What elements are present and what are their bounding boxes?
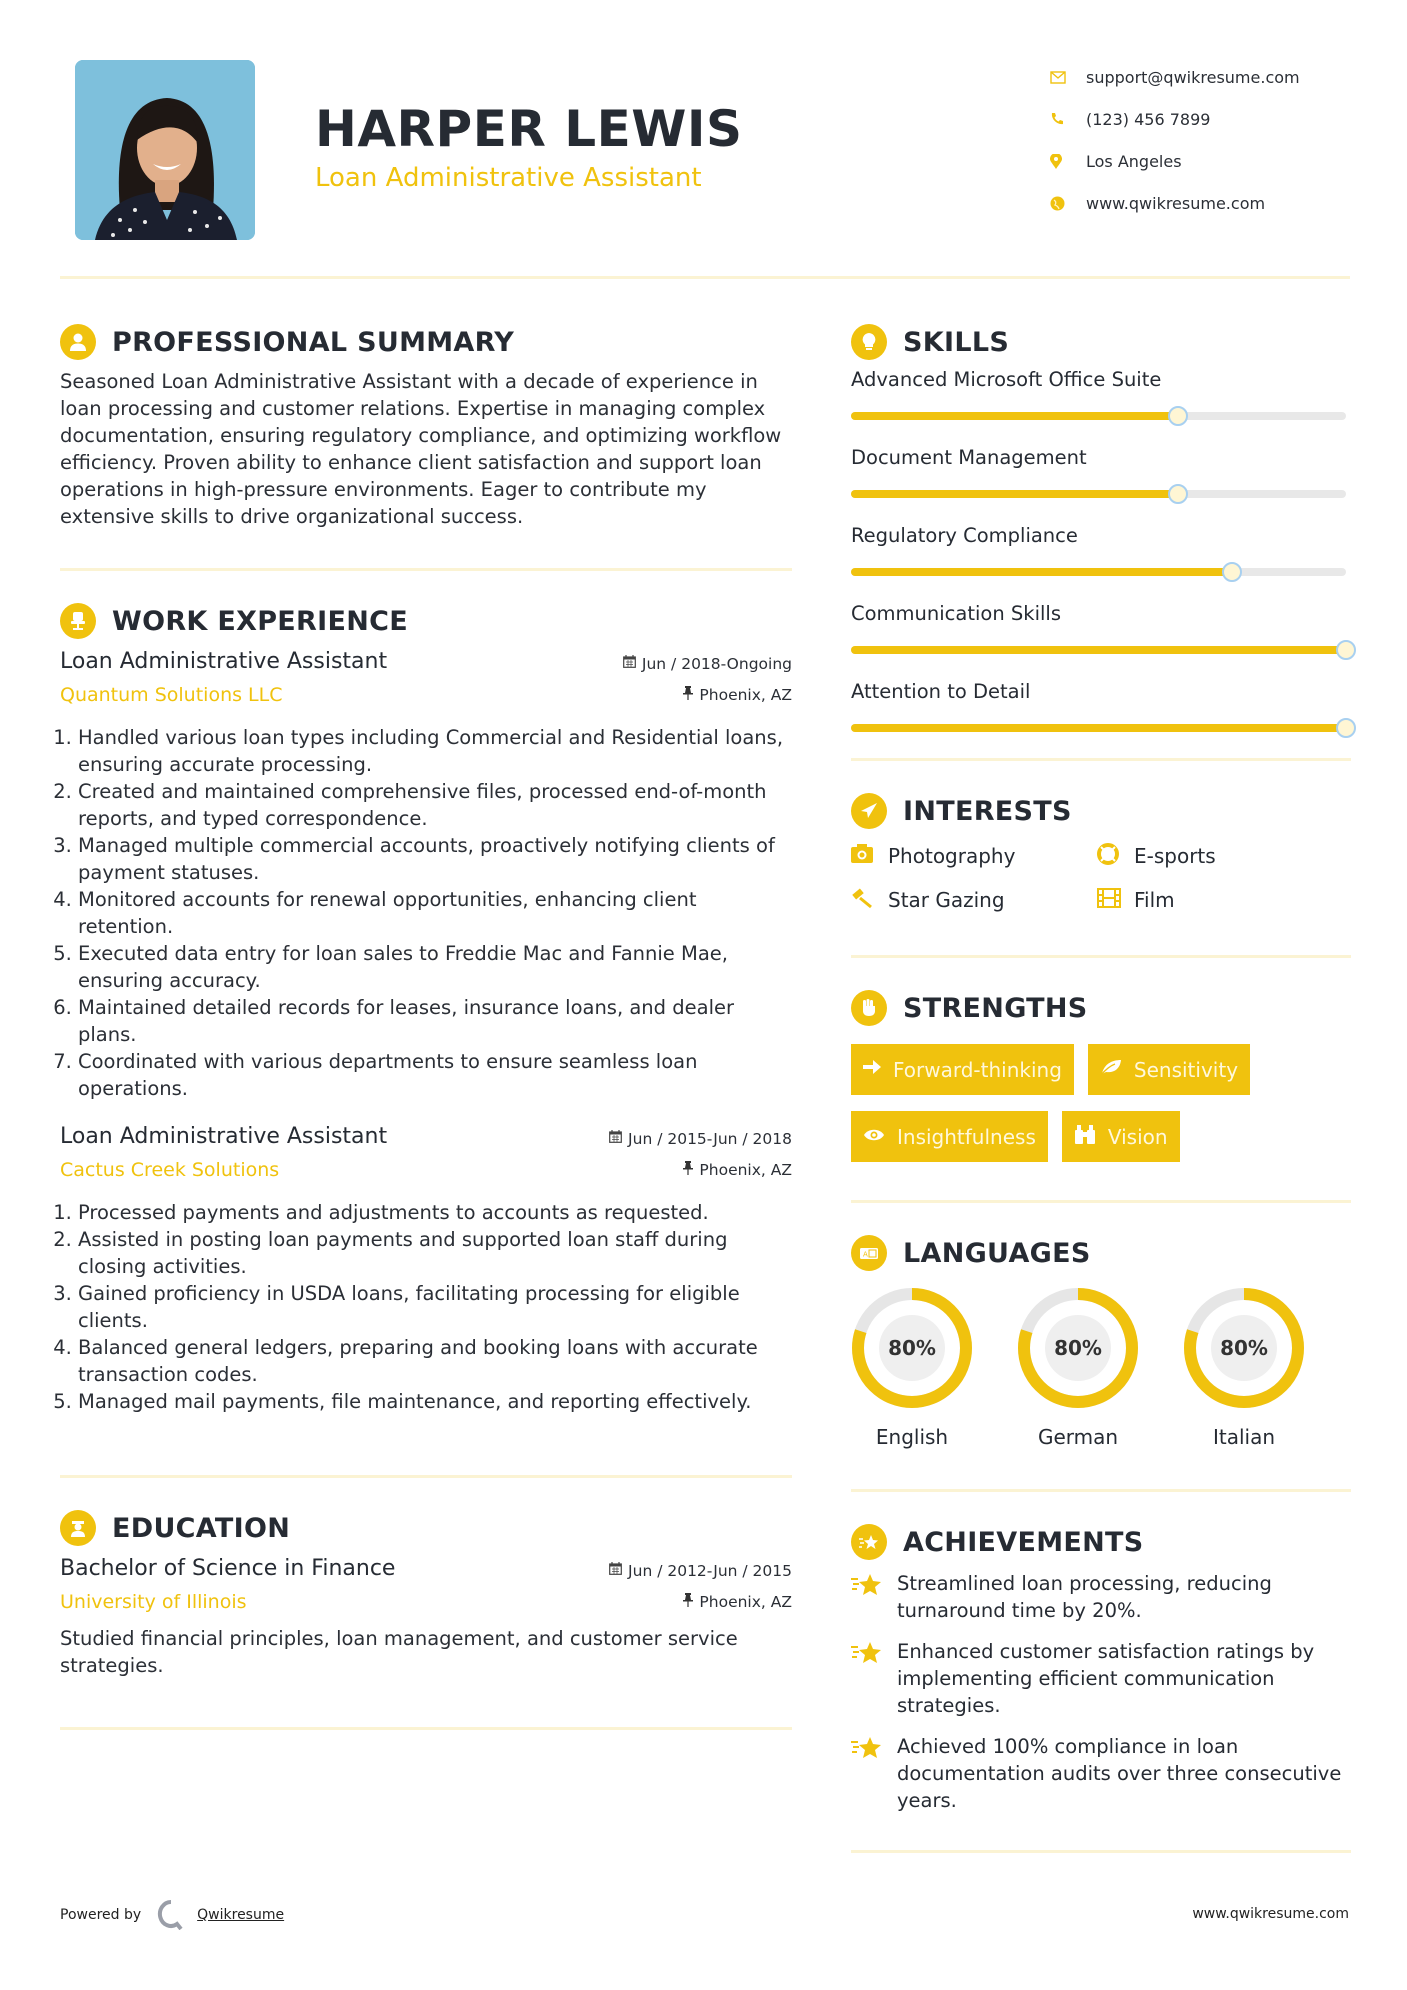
job-bullet: 2. Created and maintained comprehensive files, processed end-of-month reports, and typed correspondence. (78, 778, 792, 832)
skill-slider[interactable] (851, 724, 1346, 732)
header-divider (60, 276, 1350, 279)
skill-slider-handle[interactable] (1336, 640, 1356, 660)
skill-item (851, 524, 1351, 576)
interest-item (851, 885, 1097, 915)
strength-tag (1088, 1044, 1250, 1095)
language-progress-ring (1183, 1287, 1305, 1409)
section-divider (851, 758, 1351, 761)
skill-slider[interactable] (851, 646, 1346, 654)
shooting-star-icon (851, 1638, 897, 1719)
arrow-right-icon (863, 1059, 881, 1080)
section-divider (851, 1200, 1351, 1203)
skills-header (851, 320, 1351, 364)
strengths-list (851, 1044, 1351, 1162)
person-photo-icon (75, 60, 255, 240)
achievement-text: Enhanced customer satisfaction ratings by implementing efficient communication strategies. (897, 1640, 1315, 1717)
job-bullet: 3. Managed multiple commercial accounts, proactively notifying clients of payment statuses. (78, 832, 792, 886)
achievements-section (851, 1520, 1351, 1814)
profile-photo (75, 60, 255, 240)
phone-icon (1050, 112, 1086, 126)
language-progress-ring (851, 1287, 973, 1409)
interests-title: INTERESTS (903, 795, 1072, 827)
life-ring-icon (1097, 843, 1134, 870)
contact-email-text: support@qwikresume.com (1086, 67, 1300, 87)
achievement-text: Streamlined loan processing, reducing turnaround time by 20%. (897, 1572, 1272, 1622)
contact-phone[interactable] (1050, 98, 1300, 140)
achievements-list (851, 1570, 1351, 1814)
candidate-name: HARPER LEWIS (315, 100, 743, 158)
interests-header (851, 789, 1351, 833)
user-icon (60, 324, 96, 360)
contact-website-text: www.qwikresume.com (1086, 193, 1266, 213)
skill-fill (851, 568, 1232, 576)
map-pin-icon (1050, 154, 1086, 169)
qwikresume-link[interactable]: Qwikresume (197, 1907, 285, 1923)
job-bullet: 5. Managed mail payments, file maintenance, and reporting effectively. (78, 1388, 792, 1415)
job-title-row (60, 649, 792, 674)
skill-label: Communication Skills (851, 602, 1061, 625)
job-title: Loan Administrative Assistant (60, 1124, 388, 1149)
contact-location-text: Los Angeles (1086, 151, 1182, 171)
eye-icon (863, 1126, 885, 1147)
job-bullet: 1. Processed payments and adjustments to accounts as requested. (78, 1199, 792, 1226)
job-title: Loan Administrative Assistant (60, 649, 388, 674)
contact-phone-text: (123) 456 7899 (1086, 109, 1211, 129)
language-percent: 80% (1054, 1336, 1102, 1360)
strengths-section (851, 986, 1351, 1162)
pushpin-icon (683, 1161, 693, 1179)
job-entry (60, 1124, 792, 1415)
contact-list (1050, 56, 1300, 224)
skill-slider-handle[interactable] (1168, 406, 1188, 426)
company-name: Cactus Creek Solutions (60, 1159, 280, 1181)
skill-slider-handle[interactable] (1222, 562, 1242, 582)
skill-slider-handle[interactable] (1336, 718, 1356, 738)
strengths-header (851, 986, 1351, 1030)
strength-label: Sensitivity (1133, 1057, 1239, 1082)
job-dates (609, 1130, 792, 1148)
skill-item (851, 680, 1351, 732)
skill-label: Regulatory Compliance (851, 524, 1078, 547)
summary-text: Seasoned Loan Administrative Assistant with a decade of experience in loan processing and customer relations. Expertise in managing complex documentation, ensuring regulatory compliance, and optimizing workflow efficiency. Proven ability to enhance client satisfaction and support loan operations in high-pressure environments. Eager to contribute my extensive skills to drive organizational success. (60, 370, 782, 528)
strength-tag (851, 1044, 1074, 1095)
job-location (683, 1161, 792, 1179)
languages-section (851, 1231, 1351, 1449)
summary-header (60, 320, 792, 364)
calendar-icon (623, 655, 636, 672)
pushpin-icon (683, 1593, 693, 1611)
language-name: German (1037, 1425, 1119, 1449)
education-location (683, 1593, 792, 1611)
job-bullet: 2. Assisted in posting loan payments and supported loan staff during closing activities. (78, 1226, 792, 1280)
calendar-icon (609, 1562, 622, 1579)
language-percent: 80% (1220, 1336, 1268, 1360)
achievements-title: ACHIEVEMENTS (903, 1526, 1144, 1558)
contact-location (1050, 140, 1300, 182)
language-item (1183, 1287, 1349, 1449)
pushpin-icon (683, 686, 693, 704)
job-location (683, 686, 792, 704)
job-bullet: 4. Monitored accounts for renewal opportunities, enhancing client retention. (78, 886, 792, 940)
company-row (60, 684, 792, 706)
envelope-icon (1050, 71, 1086, 84)
language-item (851, 1287, 1017, 1449)
globe-icon (1050, 196, 1086, 211)
degree-title: Bachelor of Science in Finance (60, 1556, 396, 1581)
skill-label: Advanced Microsoft Office Suite (851, 368, 1162, 391)
paper-plane-icon (851, 793, 887, 829)
leaf-icon (1100, 1059, 1122, 1080)
strength-tag (851, 1111, 1048, 1162)
section-divider (851, 1850, 1351, 1853)
work-experience-section (60, 599, 792, 1415)
footer-powered-by (60, 1900, 284, 1930)
education-description: Studied financial principles, loan management, and customer service strategies. (60, 1627, 738, 1677)
qwikresume-logo-icon (157, 1900, 185, 1930)
footer-url[interactable]: www.qwikresume.com (1192, 1906, 1349, 1922)
interest-label: Star Gazing (888, 888, 1005, 912)
skill-fill (851, 646, 1346, 654)
skill-slider[interactable] (851, 490, 1346, 498)
camera-icon (851, 844, 888, 868)
education-location-text: Phoenix, AZ (699, 1593, 792, 1611)
skills-title: SKILLS (903, 326, 1010, 358)
job-bullets (60, 724, 792, 1102)
job-title-row (60, 1124, 792, 1149)
language-percent: 80% (888, 1336, 936, 1360)
interest-item (851, 841, 1097, 871)
languages-header (851, 1231, 1351, 1275)
job-bullet: 3. Gained proficiency in USDA loans, facilitating processing for eligible clients. (78, 1280, 792, 1334)
education-dates (609, 1562, 792, 1580)
language-name: English (875, 1425, 949, 1449)
skill-slider[interactable] (851, 568, 1346, 576)
shooting-star-icon (851, 1570, 897, 1624)
office-chair-icon (60, 603, 96, 639)
job-bullet: 1. Handled various loan types including Commercial and Residential loans, ensuring accurate processing. (78, 724, 792, 778)
strength-label: Forward-thinking (893, 1057, 1062, 1082)
experience-header (60, 599, 792, 643)
skill-fill (851, 490, 1178, 498)
candidate-role: Loan Administrative Assistant (315, 163, 702, 193)
achievements-header (851, 1520, 1351, 1564)
job-entry (60, 649, 792, 1102)
school-name: University of Illinois (60, 1591, 247, 1613)
interests-section (851, 789, 1351, 915)
skill-fill (851, 412, 1178, 420)
skill-slider[interactable] (851, 412, 1346, 420)
achievement-item (851, 1733, 1351, 1814)
powered-by-label: Powered by (60, 1907, 142, 1923)
achievement-item (851, 1570, 1351, 1624)
interests-list (851, 841, 1351, 915)
achievement-item (851, 1638, 1351, 1719)
languages-title: LANGUAGES (903, 1237, 1091, 1269)
language-progress-ring (1017, 1287, 1139, 1409)
language-name: Italian (1212, 1425, 1276, 1449)
skill-fill (851, 724, 1346, 732)
achievement-text: Achieved 100% compliance in loan documentation audits over three consecutive years. (897, 1735, 1342, 1812)
experience-title: WORK EXPERIENCE (112, 605, 408, 637)
shooting-star-icon (851, 1733, 897, 1814)
languages-list (851, 1287, 1351, 1449)
skill-item (851, 602, 1351, 654)
raised-fist-icon (851, 990, 887, 1026)
job-dates (623, 655, 792, 673)
interest-label: E-sports (1134, 844, 1216, 868)
section-divider (60, 568, 792, 571)
right-column (851, 320, 1351, 1853)
film-icon (1097, 888, 1134, 913)
left-column (60, 320, 792, 1730)
school-row (60, 1591, 792, 1613)
section-divider (60, 1475, 792, 1478)
education-title: EDUCATION (112, 1512, 291, 1544)
skill-item (851, 368, 1351, 420)
job-location-text: Phoenix, AZ (699, 1161, 792, 1179)
skills-section (851, 320, 1351, 732)
language-item (1017, 1287, 1183, 1449)
job-bullet: 6. Maintained detailed records for leases, insurance loans, and dealer plans. (78, 994, 792, 1048)
contact-email[interactable] (1050, 56, 1300, 98)
education-header (60, 1506, 792, 1550)
education-section (60, 1506, 792, 1679)
lightbulb-icon (851, 324, 887, 360)
gavel-icon (851, 887, 888, 914)
interest-item (1097, 885, 1343, 915)
skill-label: Document Management (851, 446, 1087, 469)
degree-row (60, 1556, 792, 1581)
professional-summary-section (60, 320, 792, 530)
job-location-text: Phoenix, AZ (699, 686, 792, 704)
binoculars-icon (1074, 1124, 1096, 1149)
job-dates-text: Jun / 2018-Ongoing (641, 654, 792, 673)
job-bullet: 4. Balanced general ledgers, preparing and booking loans with accurate transaction codes. (78, 1334, 792, 1388)
shooting-star-icon (851, 1524, 887, 1560)
translate-icon (851, 1235, 887, 1271)
section-divider (851, 955, 1351, 958)
skill-slider-handle[interactable] (1168, 484, 1188, 504)
section-divider (851, 1489, 1351, 1492)
job-dates-text: Jun / 2015-Jun / 2018 (628, 1129, 792, 1148)
skills-list (851, 368, 1351, 732)
strength-label: Insightfulness (897, 1124, 1036, 1149)
svg-text:A: A (863, 1250, 868, 1259)
company-name: Quantum Solutions LLC (60, 684, 283, 706)
calendar-icon (609, 1130, 622, 1147)
strength-label: Vision (1107, 1124, 1168, 1149)
company-row (60, 1159, 792, 1181)
summary-title: PROFESSIONAL SUMMARY (112, 326, 515, 358)
section-divider (60, 1727, 792, 1730)
interest-label: Photography (888, 844, 1016, 868)
job-bullet: 7. Coordinated with various departments to ensure seamless loan operations. (78, 1048, 792, 1102)
interest-item (1097, 841, 1343, 871)
job-bullets (60, 1199, 792, 1415)
graduate-icon (60, 1510, 96, 1546)
contact-website[interactable] (1050, 182, 1300, 224)
skill-item (851, 446, 1351, 498)
job-bullet: 5. Executed data entry for loan sales to Freddie Mac and Fannie Mae, ensuring accuracy. (78, 940, 792, 994)
skill-label: Attention to Detail (851, 680, 1031, 703)
strength-tag (1062, 1111, 1180, 1162)
strengths-title: STRENGTHS (903, 992, 1088, 1024)
education-dates-text: Jun / 2012-Jun / 2015 (628, 1561, 792, 1580)
interest-label: Film (1134, 888, 1175, 912)
